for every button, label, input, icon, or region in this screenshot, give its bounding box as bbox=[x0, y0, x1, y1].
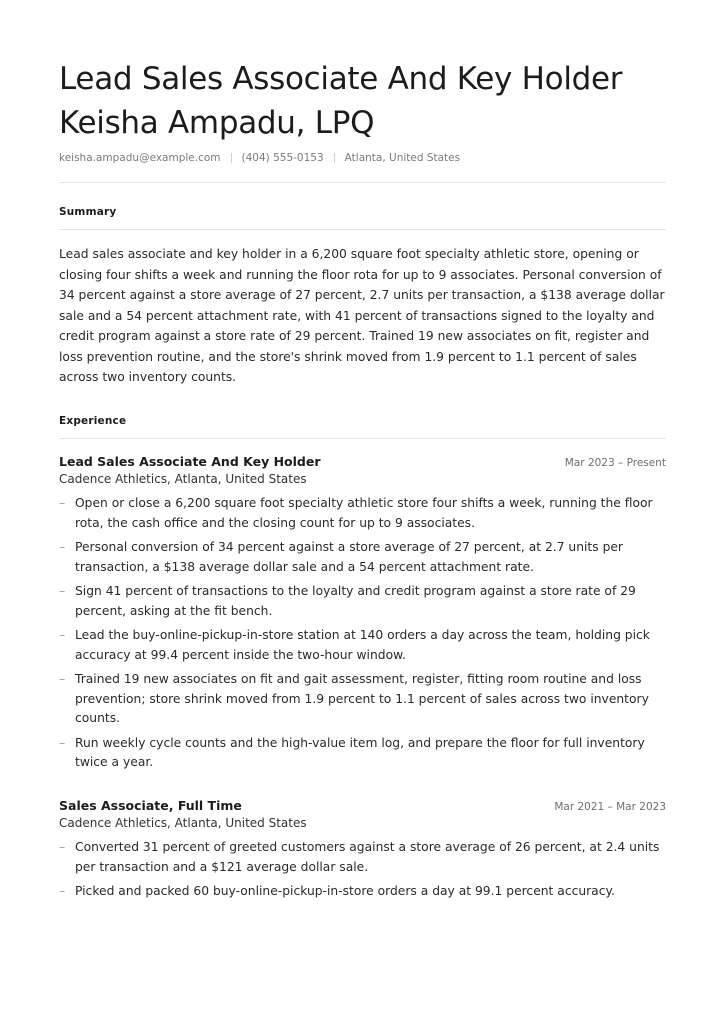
experience-divider bbox=[59, 438, 666, 439]
bullet-item bbox=[59, 734, 666, 773]
job-title: Sales Associate, Full Time bbox=[59, 798, 242, 813]
location: Atlanta, United States bbox=[344, 152, 461, 164]
bullet-text: Open or close a 6,200 square foot specialty athletic store four shifts a week, running the floor rota, the cash office and the closing count for up to 9 associates. bbox=[75, 496, 653, 530]
bullet-text: Lead the buy-online-pickup-in-store station at 140 orders a day across the team, holding pick accuracy at 99.4 percent inside the two-hour window. bbox=[75, 628, 650, 662]
summary-text: Lead sales associate and key holder in a 6,200 square foot specialty athletic store, opening or closing four shifts a week and running the floor rota for up to 9 associates. Personal conversion of 34 percent against a store average of 27 percent, 2.7 units per transaction, a $138 average dollar sale and a 54 percent attachment rate, with 41 percent of transactions signed to the loyalty and credit program against a store rate of 29 percent. Trained 19 new associates on fit, register and loss prevention routine, and the store's shrink moved from 1.9 percent to 1.1 percent of sales across two inventory counts. bbox=[59, 247, 665, 384]
summary-heading: Summary bbox=[59, 206, 117, 218]
bullet-item bbox=[59, 626, 666, 665]
job-company: Cadence Athletics, Atlanta, United States bbox=[59, 816, 307, 830]
bullet-text: Run weekly cycle counts and the high-value item log, and prepare the floor for full inventory twice a year. bbox=[75, 735, 645, 769]
job-title: Lead Sales Associate And Key Holder bbox=[59, 454, 321, 469]
dash-icon: – bbox=[59, 628, 66, 642]
contact-divider bbox=[334, 153, 335, 163]
bullet-item bbox=[59, 882, 666, 902]
job-company: Cadence Athletics, Atlanta, United States bbox=[59, 472, 307, 486]
bullet-text: Sign 41 percent of transactions to the loyalty and credit program against a store rate of 29 percent, asking at the fit bench. bbox=[75, 584, 636, 618]
dash-icon: – bbox=[59, 540, 66, 554]
dash-icon: – bbox=[59, 496, 66, 510]
resume-header bbox=[59, 57, 669, 145]
bullet-text: Personal conversion of 34 percent against a store average of 27 percent, at 2.7 units per transaction, a $138 average dollar sale and a 54 percent attachment rate. bbox=[75, 540, 623, 574]
contact-line bbox=[59, 152, 667, 164]
job-entry-1 bbox=[59, 454, 666, 778]
candidate-name: Lead Sales Associate And Key Holder Keisha Ampadu, LPQ bbox=[59, 61, 623, 141]
bullet-text: Picked and packed 60 buy-online-pickup-in-store orders a day at 99.1 percent accuracy. bbox=[75, 884, 615, 898]
summary-divider bbox=[59, 229, 666, 230]
dash-icon: – bbox=[59, 584, 66, 598]
job-bullets bbox=[59, 494, 666, 773]
email-address: keisha.ampadu@example.com bbox=[59, 152, 221, 164]
bullet-item bbox=[59, 538, 666, 577]
contact-divider bbox=[231, 153, 232, 163]
bullet-text: Trained 19 new associates on fit and gait assessment, register, fitting room routine and loss prevention; store shrink moved from 1.9 percent to 1.1 percent of sales across two inventory counts. bbox=[75, 672, 649, 725]
bullet-text: Converted 31 percent of greeted customers against a store average of 26 percent, at 2.4 units per transaction and a $121 average dollar sale. bbox=[75, 840, 660, 874]
job-entry-2 bbox=[59, 798, 666, 907]
experience-heading: Experience bbox=[59, 415, 127, 427]
dash-icon: – bbox=[59, 735, 66, 750]
dash-icon: – bbox=[59, 672, 66, 686]
dash-icon: – bbox=[59, 884, 66, 898]
header-divider bbox=[59, 182, 666, 183]
job-bullets bbox=[59, 838, 666, 902]
dash-icon: – bbox=[59, 840, 66, 854]
job-header bbox=[59, 454, 666, 469]
phone-number: (404) 555-0153 bbox=[241, 152, 324, 164]
job-dates: Mar 2021 – Mar 2023 bbox=[554, 801, 666, 813]
bullet-item bbox=[59, 670, 666, 729]
bullet-item bbox=[59, 838, 666, 877]
bullet-item bbox=[59, 494, 666, 533]
bullet-item bbox=[59, 582, 666, 621]
job-header bbox=[59, 798, 666, 813]
job-dates: Mar 2023 – Present bbox=[564, 457, 666, 469]
